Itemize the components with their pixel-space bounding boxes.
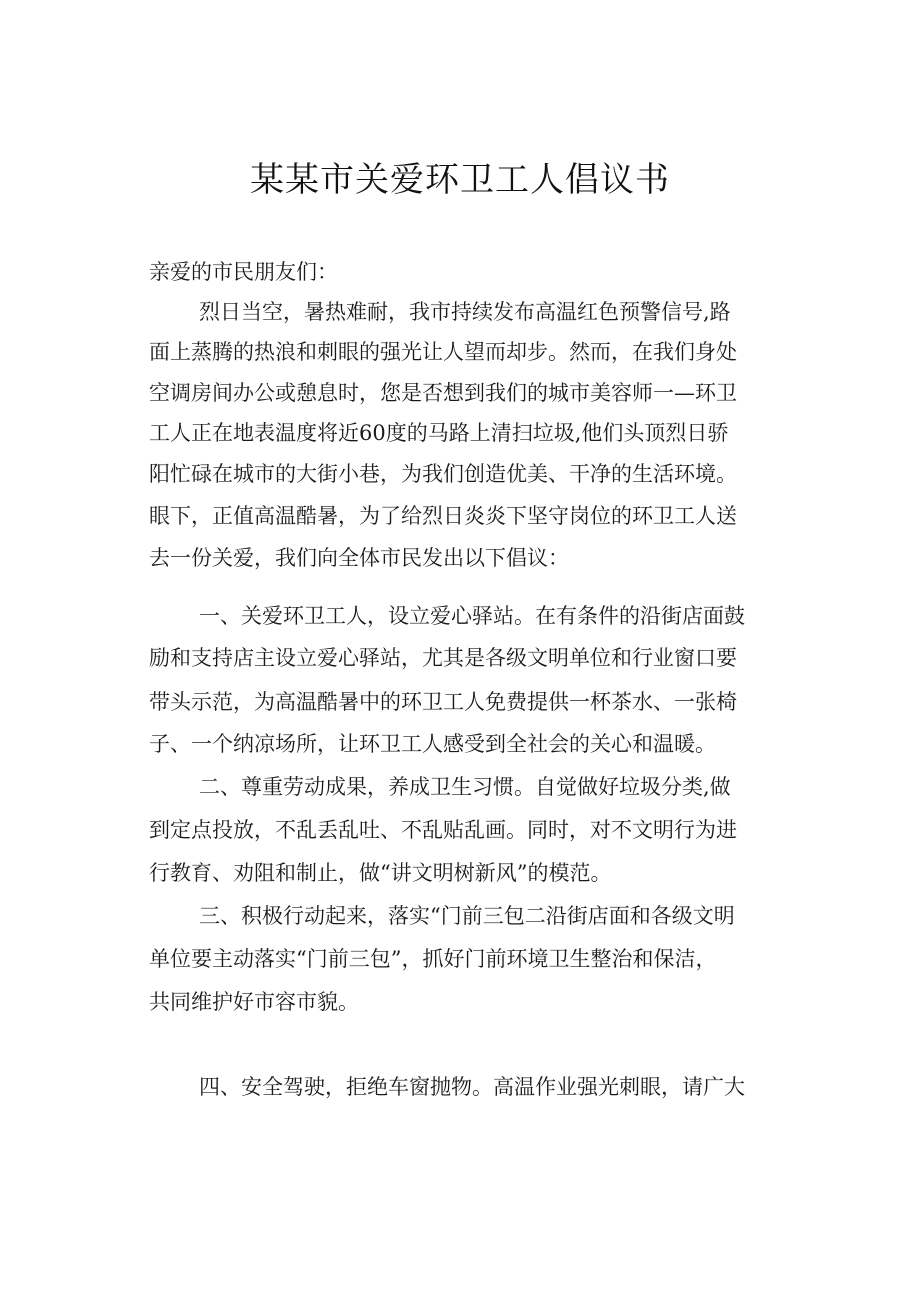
text-line: 工人正在地表温度将近60度的马路上清扫垃圾,他们头顶烈日骄 [149, 421, 729, 445]
text-line: 眼下，正值高温酷暑，为了给烈日炎炎下坚守岗位的环卫工人送 [149, 504, 737, 528]
text-line: 二、尊重劳动成果，养成卫生习惯。自觉做好垃圾分类,做 [199, 775, 731, 799]
text-line: 去一份关爱，我们向全体市民发出以下倡议： [149, 546, 569, 570]
text-line: 烈日当空，暑热难耐，我市持续发布高温红色预警信号,路 [199, 300, 731, 324]
text-line: 行教育、劝阻和制止，做“讲文明树新风”的模范。 [149, 861, 612, 885]
text-line: 到定点投放，不乱丢乱吐、不乱贴乱画。同时，对不文明行为进 [149, 818, 737, 842]
text-line: 带头示范，为高温酷暑中的环卫工人免费提供一杯茶水、一张椅 [149, 690, 737, 714]
text-line: 共同维护好市容市貌。 [149, 990, 359, 1014]
text-line: 面上蒸腾的热浪和刺眼的强光让人望而却步。然而，在我们身处 [149, 340, 737, 364]
document-title: 某某市关爱环卫工人倡议书 [250, 160, 670, 200]
text-line: 阳忙碌在城市的大街小巷，为我们创造优美、干净的生活环境。 [149, 462, 737, 486]
salutation: 亲爱的市民朋友们： [149, 260, 338, 284]
text-line: 四、安全驾驶，拒绝车窗抛物。高温作业强光刺眼，请广大 [199, 1075, 745, 1099]
text-line: 一、关爱环卫工人，设立爱心驿站。在有条件的沿街店面鼓 [199, 604, 745, 628]
text-line: 子、一个纳凉场所，让环卫工人感受到全社会的关心和温暖。 [149, 732, 716, 756]
text-line: 励和支持店主设立爱心驿站，尤其是各级文明单位和行业窗口要 [149, 646, 737, 670]
text-line: 空调房间办公或憩息时，您是否想到我们的城市美容师一—环卫 [149, 381, 737, 405]
text-line: 三、积极行动起来，落实“门前三包二沿街店面和各级文明 [199, 904, 735, 928]
text-line: 单位要主动落实“门前三包”，抓好门前环境卫生整治和保洁， [149, 947, 717, 971]
